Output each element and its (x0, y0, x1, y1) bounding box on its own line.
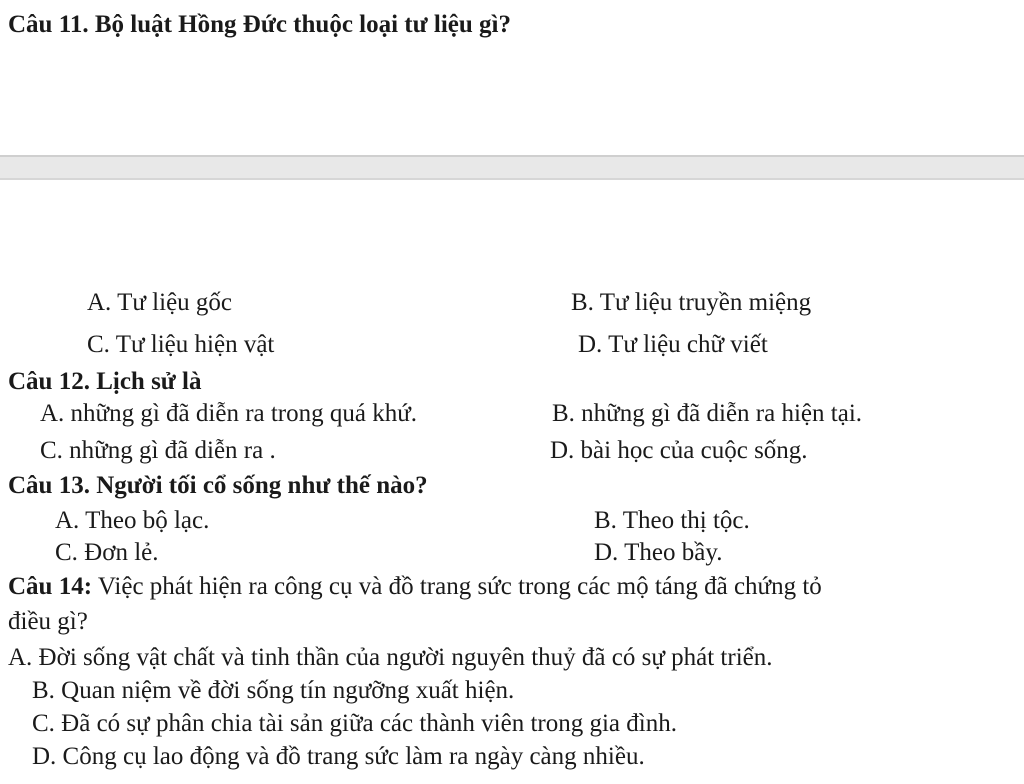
question-14-option-d: D. Công cụ lao động và đồ trang sức làm ra ngày càng nhiều. (32, 743, 645, 770)
question-12-option-d: D. bài học của cuộc sống. (550, 437, 808, 464)
question-11-option-b: B. Tư liệu truyền miệng (571, 289, 812, 316)
question-11-option-a: A. Tư liệu gốc (87, 289, 233, 316)
question-13-option-d: D. Theo bầy. (594, 539, 723, 566)
question-13-option-b: B. Theo thị tộc. (594, 507, 750, 534)
question-14-text: Việc phát hiện ra công cụ và đồ trang sức trong các mộ táng đã chứng tỏ (92, 573, 822, 600)
question-13-option-c: C. Đơn lẻ. (55, 539, 159, 566)
question-14-option-c: C. Đã có sự phân chia tài sản giữa các thành viên trong gia đình. (32, 710, 677, 737)
question-14-label: Câu 14: (8, 573, 93, 600)
question-11-option-c: C. Tư liệu hiện vật (87, 331, 275, 358)
question-12-option-b: B. những gì đã diễn ra hiện tại. (552, 400, 863, 427)
question-12-option-c: C. những gì đã diễn ra . (40, 437, 276, 464)
question-11-title: Câu 11. Bộ luật Hồng Đức thuộc loại tư liệu gì? (8, 11, 511, 38)
question-11-option-d: D. Tư liệu chữ viết (578, 331, 768, 358)
question-12-title: Câu 12. Lịch sử là (8, 368, 202, 395)
section-divider (0, 155, 1024, 180)
question-14-option-a: A. Đời sống vật chất và tinh thần của người nguyên thuỷ đã có sự phát triển. (8, 644, 773, 671)
question-14-option-b: B. Quan niệm về đời sống tín ngưỡng xuất hiện. (32, 677, 515, 704)
question-13-title: Câu 13. Người tối cổ sống như thế nào? (8, 472, 428, 499)
question-14-prompt (8, 572, 822, 602)
question-14-text-continued: điều gì? (8, 608, 88, 635)
question-13-option-a: A. Theo bộ lạc. (55, 507, 210, 534)
question-12-option-a: A. những gì đã diễn ra trong quá khứ. (40, 400, 418, 427)
